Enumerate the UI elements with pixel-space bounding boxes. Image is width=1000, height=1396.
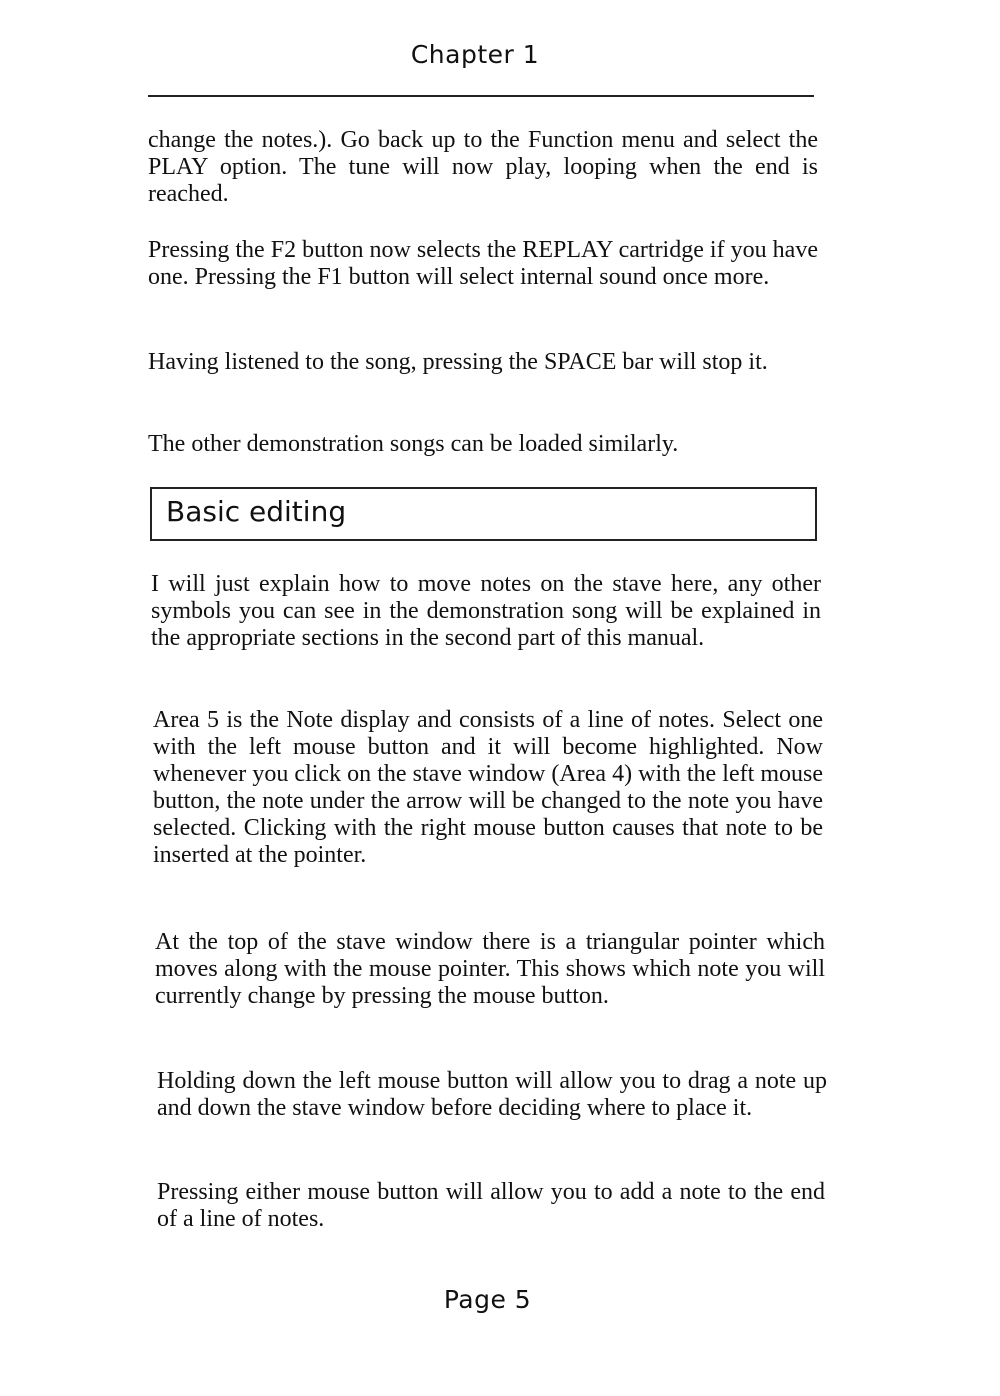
paragraph-move-notes: I will just explain how to move notes on the stave here, any other symbols you can see in the demonstration song will be explained in the appropriate sections in the second part of this manual. [151,571,821,651]
header-divider [148,95,814,97]
paragraph-note-display: Area 5 is the Note display and consists of a line of notes. Select one with the left mouse button and it will become highlighted. Now whenever you click on the stave window (Area 4) with the left mouse button, the note under the arrow will be changed to the note you have selected. Clicking with the right mouse button causes that note to be inserted at the pointer. [153,707,823,868]
paragraph-add-note: Pressing either mouse button will allow you to add a note to the end of a line of notes. [157,1179,825,1232]
paragraph-other-songs: The other demonstration songs can be loaded similarly. [148,431,679,457]
paragraph-function-play: change the notes.). Go back up to the Function menu and select the PLAY option. The tune will now play, looping when the end is reached. [148,127,818,207]
section-title: Basic editing [166,495,347,528]
paragraph-replay-cartridge: Pressing the F2 button now selects the REPLAY cartridge if you have one. Pressing the F1 button will select internal sound once more. [148,237,818,290]
paragraph-triangular-pointer: At the top of the stave window there is a triangular pointer which moves along with the mouse pointer. This shows which note you will currently change by pressing the mouse button. [155,929,825,1009]
paragraph-space-bar: Having listened to the song, pressing the SPACE bar will stop it. [148,349,768,375]
chapter-header: Chapter 1 [410,40,540,69]
paragraph-drag-note: Holding down the left mouse button will allow you to drag a note up and down the stave window before deciding where to place it. [157,1068,827,1121]
page-number: Page 5 [443,1285,532,1314]
